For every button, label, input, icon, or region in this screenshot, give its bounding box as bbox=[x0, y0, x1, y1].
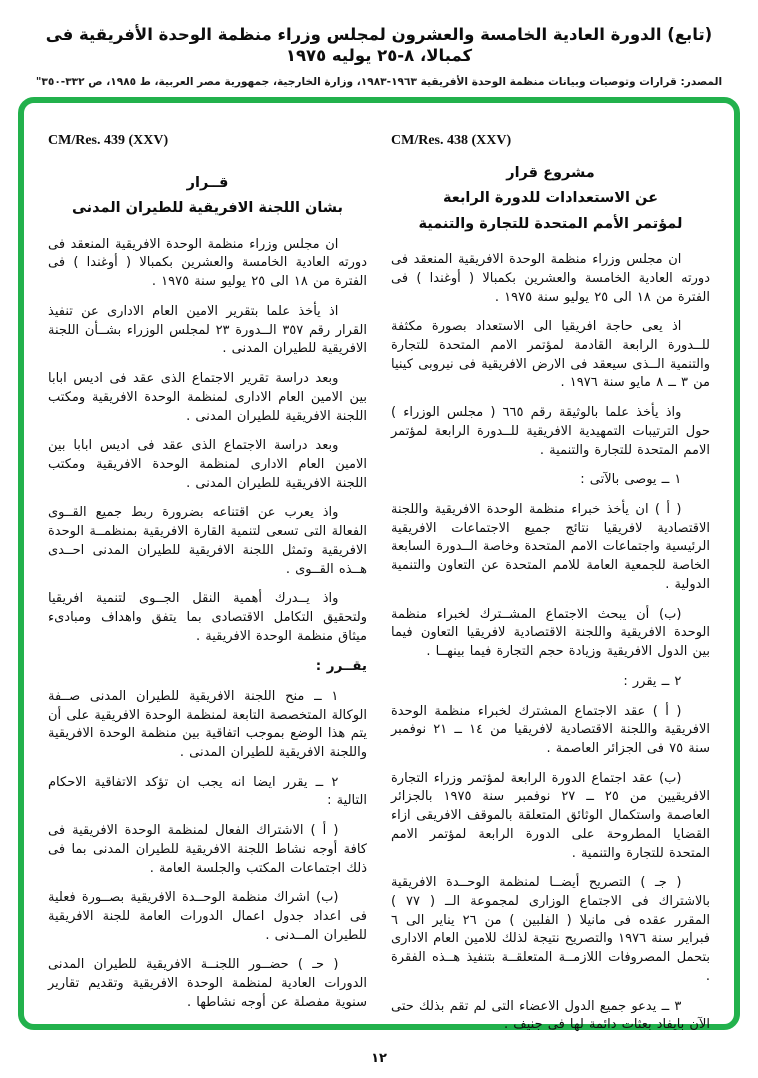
resolution-title-line: لمؤتمر الأمم المتحدة للتجارة والتنمية bbox=[418, 215, 683, 232]
resolution-paragraph: واذ يعرب عن اقتناعه بضرورة ربط جميع القــوى الفعالة التى تسعى لتنمية القارة الافريقية بمنظمــة الوحدة الافريقية وتمثل اللجنة الافريقية للطيران المدنى احــدى هــذه القــوى . bbox=[48, 505, 367, 577]
resolution-paragraph: (ب) أن يبحث الاجتماع المشــترك لخبراء منظمة الوحدة الافريقية واللجنة الاقتصادية لافريقيا التعاون فيما بين الدول الافريقية وزيادة حجم التجارة فيما بينهــا . bbox=[391, 606, 710, 660]
resolution-439-body bbox=[48, 236, 367, 1013]
resolution-paragraph: وبعد دراسة تقرير الاجتماع الذى عقد فى اديس ابابا بين الامين العام الادارى لمنظمة الوحدة الافريقية ومكتب اللجنة الافريقية للطيران المدنى . bbox=[48, 371, 367, 424]
resolution-paragraph: ان مجلس وزراء منظمة الوحدة الافريقية المنعقد فى دورته العادية الخامسة والعشرين بكمبالا ( أوغندا ) فى الفترة من ١٨ الى ٢٥ يوليو سنة ١٩٧٥ . bbox=[391, 252, 710, 305]
resolution-paragraph: (ب) اشراك منظمة الوحــدة الافريقية بصــورة فعلية فى اعداد جدول اعمال الدورات العامة للجنة الافريقية للطيران المــدنى . bbox=[48, 890, 367, 943]
resolution-paragraph: واذ يأخذ علما بالوثيقة رقم ٦٦٥ ( مجلس الوزراء ) حول الترتيبات التمهيدية الافريقية للــدورة الرابعة لمؤتمر الامم المتحدة للتجارة والتنمية . bbox=[391, 405, 710, 458]
resolution-438-title bbox=[391, 161, 710, 237]
resolution-title-line: مشروع قرار bbox=[506, 165, 595, 181]
resolution-paragraph: واذ يــدرك أهمية النقل الجــوى لتنمية افريقيا ولتحقيق التكامل الاقتصادى بما يتفق واهداف ومبادىء ميثاق منظمة الوحدة الافريقية . bbox=[48, 591, 367, 644]
content-frame bbox=[18, 97, 740, 1033]
resolution-paragraph: ( أ ) عقد الاجتماع المشترك لخبراء منظمة الوحدة الافريقية واللجنة الاقتصادية لافريقيا من ١٤ ــ ٢١ نوفمبر سنة ٧٥ فى الجزائر العاصمة . bbox=[391, 703, 710, 756]
resolution-paragraph: ٢ ــ يقرر : bbox=[623, 673, 682, 689]
resolution-paragraph: اذ يعى حاجة افريقيا الى الاستعداد بصورة مكثفة للــدورة الرابعة القادمة لمؤتمر الامم المتحدة للتجارة والتنمية الــذى سيعقد فى الارض الافريقية فى نيروبى كينيا من ٣ ــ ٨ مايو سنة ١٩٧٦ . bbox=[391, 319, 710, 391]
resolution-paragraph: ١ ــ منح اللجنة الافريقية للطيران المدنى صــفة الوكالة المتخصصة التابعة لمنظمة الوحدة الافريقية على أن يتم هذا الوضع بموجب اتفاقية بين منظمة الوحدة الافريقية واللجنة الافريقية للطيران المدنى . bbox=[48, 688, 367, 760]
resolution-paragraph: ٢ ــ يقرر ايضا انه يجب ان تؤكد الاتفاقية الاحكام التالية : bbox=[48, 774, 367, 809]
resolution-title-line: بشان اللجنة الافريقية للطيران المدنى bbox=[72, 200, 343, 217]
resolution-439-title bbox=[48, 171, 367, 222]
resolution-paragraph: وبعد دراسة الاجتماع الذى عقد فى اديس ابابا بين الامين العام الادارى لمنظمة الوحدة الافريقية ومكتب اللجنة الافريقية للطيران المدنى . bbox=[48, 438, 367, 491]
resolution-title-line: عن الاستعدادات للدورة الرابعة bbox=[442, 190, 659, 207]
page-number: ١٢ bbox=[371, 1051, 387, 1066]
resolution-438-column bbox=[391, 133, 711, 1033]
resolution-title-line: قــرار bbox=[186, 175, 229, 191]
resolution-paragraph: ٣ ــ يدعو جميع الدول الاعضاء التى لم تقم بذلك حتى الآن بايفاد بعثات دائمة لها فى جنيف . bbox=[391, 998, 710, 1033]
resolution-paragraph: ( أ ) ان يأخذ خبراء منظمة الوحدة الافريقية واللجنة الاقتصادية لافريقيا نتائج جميع الاجتماعات الافريقية الرئيسية واجتماعات الامم المتحدة وخاصة الــدورة السابعة الخاصة للجمعية العامة للامم المتحدة عن التعاون والتنمية الدولية . bbox=[391, 502, 710, 592]
resolution-paragraph: ١ ــ يوصى بالآتى : bbox=[580, 472, 682, 488]
resolution-439-reference: CM/Res. 439 (XXV) bbox=[48, 133, 169, 148]
resolution-paragraph: ( أ ) الاشتراك الفعال لمنظمة الوحدة الافريقية فى كافة أوجه نشاط اللجنة الافريقية للطيران المدنى بما فى ذلك اجتماعات المكتب والجلسة العامة . bbox=[48, 823, 367, 876]
resolution-paragraph: ( حـ ) حضــور اللجنــة الافريقية للطيران المدنى الدورات العادية لمنظمة الوحدة الافريقية وتقديم تقارير سنوية مفصلة عن أوجه نشاطها . bbox=[48, 957, 367, 1010]
resolution-paragraph: ان مجلس وزراء منظمة الوحدة الافريقية المنعقد فى دورته العادية الخامسة والعشرين بكمبالا ( أوغندا ) فى الفترة من ١٨ الى ٢٥ يوليو سنة ١٩٧٥ . bbox=[48, 236, 367, 290]
resolution-438-reference: CM/Res. 438 (XXV) bbox=[391, 133, 512, 148]
two-column-layout bbox=[24, 103, 734, 1033]
source-citation: المصدر: قرارات وتوصيات وبيانات منظمة الوحدة الأفريقية ١٩٦٣-١٩٨٣، وزارة الخارجية، جمهورية مصر العربية، ط ١٩٨٥، ص ٣٣٢-٣٥٠" bbox=[35, 75, 723, 88]
resolution-paragraph: (ب) عقد اجتماع الدورة الرابعة لمؤتمر وزراء التجارة الافريقيين من ٢٥ ــ ٢٧ نوفمبر سنة ١٩٧٥ بالجزائر العاصمة واستكمال الوثائق المتعلقة بالموقف الافريقى ازاء القضايا المطروحة على الدورة الرابعة لمؤتمر الامم المتحدة للتجارة والتنمية . bbox=[391, 770, 711, 861]
resolution-439-column bbox=[48, 133, 367, 1010]
document-header bbox=[30, 24, 728, 88]
resolution-paragraph: يقــرر : bbox=[315, 658, 367, 675]
resolution-438-body bbox=[391, 251, 710, 1035]
resolution-paragraph: اذ يأخذ علما بتقرير الامين العام الادارى عن تنفيذ القرار رقم ٣٥٧ الــدورة ٢٣ لمجلس الوزراء بشــأن اللجنة الافريقية للطيران المدنى . bbox=[48, 303, 367, 357]
session-title: (تابع) الدورة العادية الخامسة والعشرون لمجلس وزراء منظمة الوحدة الأفريقية فى كمبالا، ٨-٢٥ يوليه ١٩٧٥ bbox=[45, 25, 713, 66]
resolution-paragraph: ( جـ ) التصريح أيضــا لمنظمة الوحــدة الافريقية بالاشتراك فى الاجتماع الوزارى لمجموعة الــ ( ٧٧ ) المقرر عقده فى مانيلا ( الفلبين ) من ٢٦ يناير الى ٦ فبراير سنة ١٩٧٦ والتصريح نتيجة لذلك للامين العام الادارى بتحمل المصروفات اللازمــة المتعلقــة بتنفيذ هــذه الفقرة . bbox=[391, 875, 710, 984]
